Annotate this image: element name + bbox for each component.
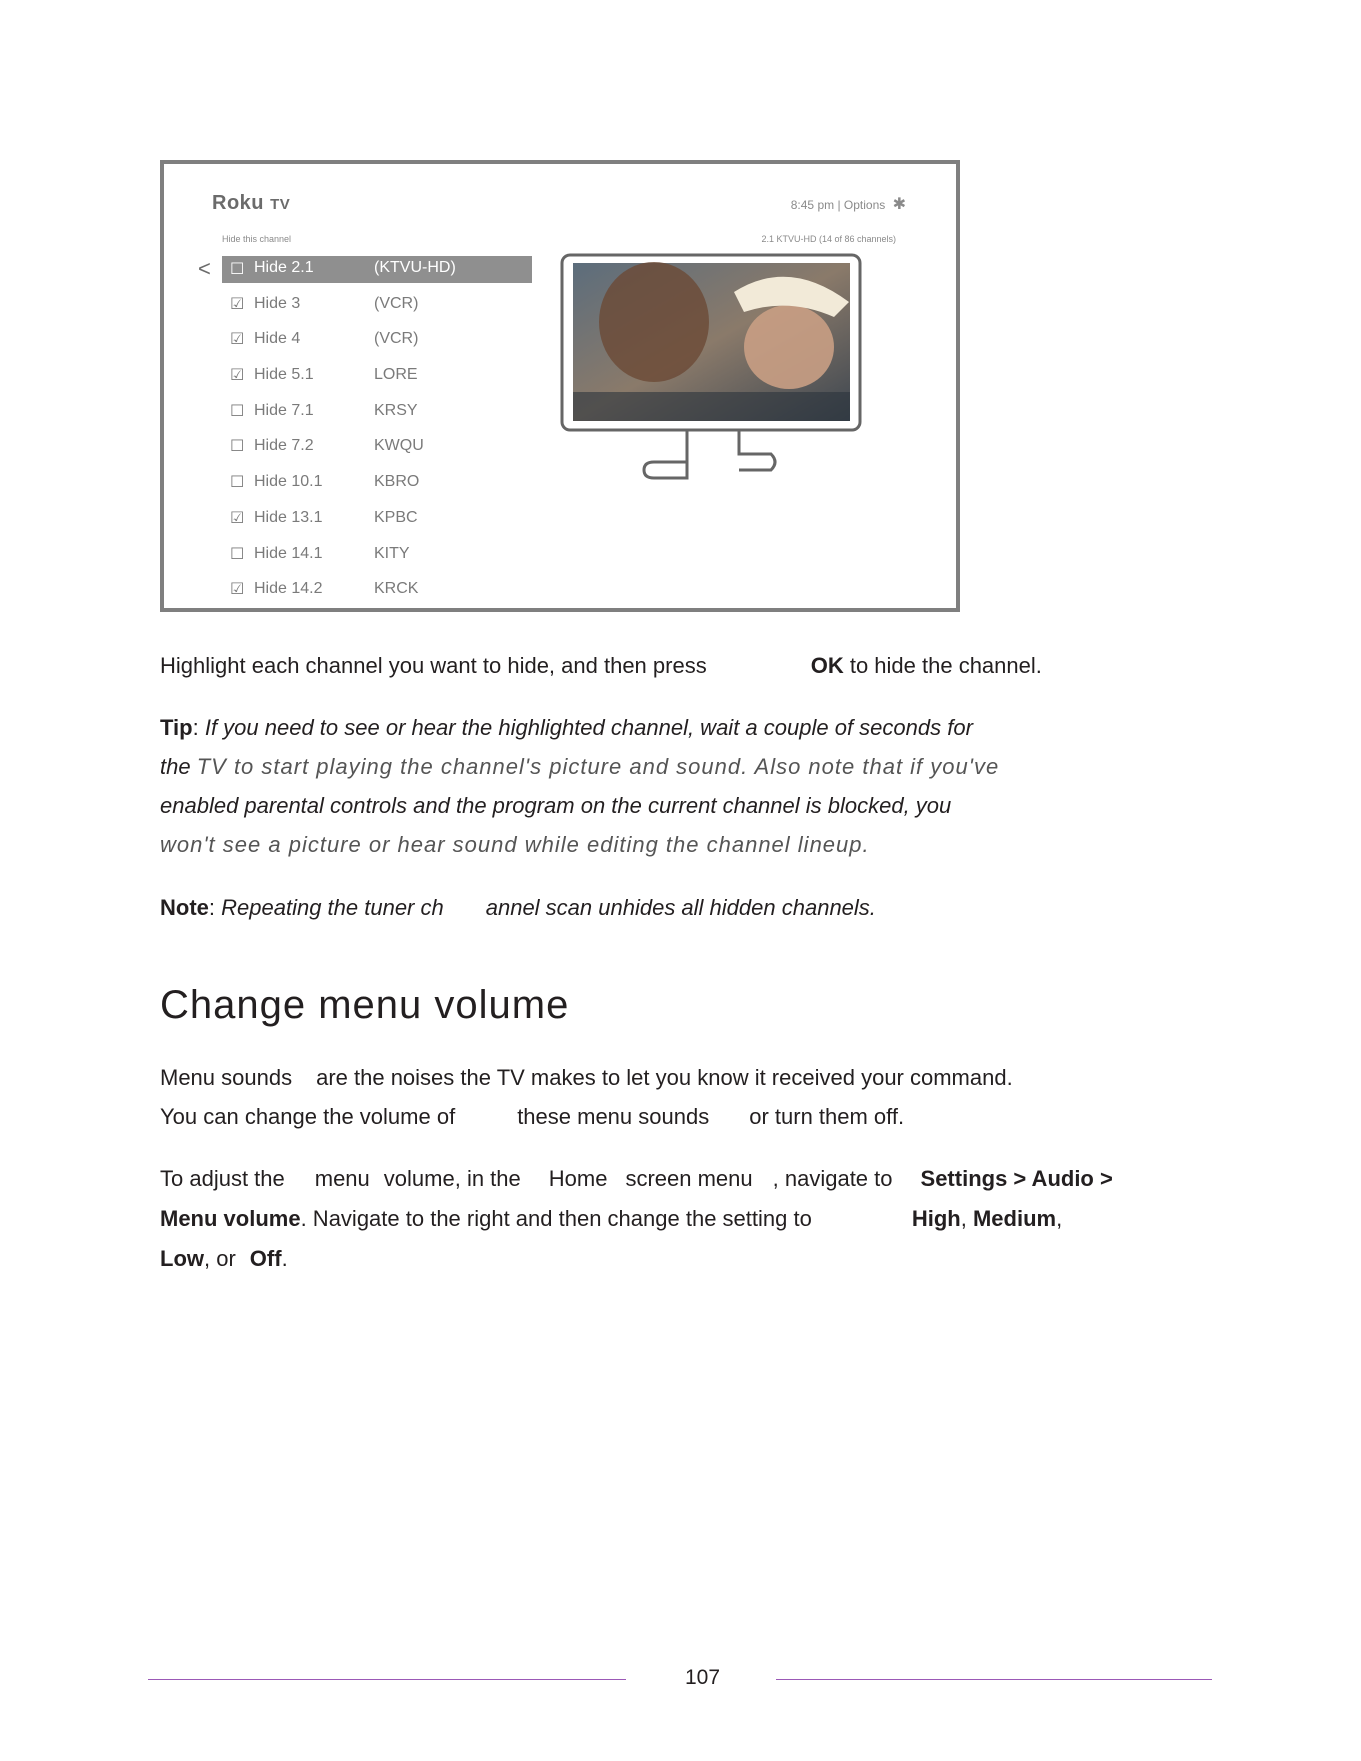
menu-sounds-text-a: You can change the volume of xyxy=(160,1104,456,1129)
channel-name: Hide 2.1 xyxy=(254,259,314,276)
channel-callsign: KITY xyxy=(374,544,410,562)
adjust-line-2 xyxy=(160,1199,1062,1238)
checkbox-empty-icon[interactable]: ☐ xyxy=(230,261,245,278)
channel-callsign: (VCR) xyxy=(374,330,419,348)
checkbox-empty-icon[interactable]: ☐ xyxy=(230,545,245,563)
settings-path: Settings > Audio > xyxy=(920,1166,1113,1191)
channel-row[interactable] xyxy=(222,327,532,363)
adjust-a: To adjust the xyxy=(160,1166,285,1191)
menu-sounds-text-c: or turn them off. xyxy=(749,1104,905,1129)
note-text-a: Repeating the tuner ch xyxy=(221,895,444,920)
channel-row[interactable] xyxy=(222,470,532,506)
note-paragraph: Note: Repeating the tuner ch annel scan unhides all hidden channels. xyxy=(160,895,876,920)
sep-1: , xyxy=(960,1206,967,1231)
time-options xyxy=(791,194,906,214)
channel-row[interactable] xyxy=(222,399,532,435)
checkbox-empty-icon[interactable]: ☐ xyxy=(230,474,245,492)
adjust-f: , navigate to xyxy=(772,1166,893,1191)
channel-row[interactable] xyxy=(222,292,532,328)
tip-text-1: If you need to see or hear the highlighted channel, wait a couple of seconds for xyxy=(204,715,973,740)
sep-3: , or xyxy=(204,1246,236,1271)
channel-callsign: KWQU xyxy=(374,437,424,455)
channel-row[interactable] xyxy=(222,434,532,470)
channel-row[interactable] xyxy=(222,256,532,283)
instruction-before: Highlight each channel you want to hide, and then press xyxy=(160,653,707,678)
menu-volume-path: Menu volume xyxy=(160,1206,301,1231)
channel-callsign: KBRO xyxy=(374,473,420,491)
checkbox-checked-icon[interactable]: ☑ xyxy=(230,509,245,527)
checkbox-empty-icon[interactable]: ☐ xyxy=(230,402,245,420)
footer-rule-left xyxy=(148,1679,626,1680)
adjust-e: screen menu xyxy=(625,1166,753,1191)
channel-name: Hide 13.1 xyxy=(254,508,323,526)
adjust-b: menu xyxy=(314,1166,370,1191)
tip-text-2a: the xyxy=(160,754,191,779)
option-low: Low xyxy=(160,1246,204,1271)
page-number: 107 xyxy=(685,1666,721,1689)
checkbox-checked-icon[interactable]: ☑ xyxy=(230,295,245,313)
tip-line-4 xyxy=(160,825,870,864)
tip-text-2b: TV to start playing the channel's picture and sound. Also note that if you've xyxy=(196,754,1000,779)
tip-text-3: enabled parental controls and the program on the current channel is blocked, you xyxy=(160,793,952,818)
time-options-text: 8:45 pm | Options xyxy=(790,198,886,212)
chevron-left-icon: < xyxy=(198,256,211,281)
checkbox-checked-icon[interactable]: ☑ xyxy=(230,581,245,599)
adjust-g: . Navigate to the right and then change the setting to xyxy=(300,1206,812,1231)
channel-name: Hide 14.2 xyxy=(254,580,323,598)
option-off: Off xyxy=(249,1246,282,1271)
channel-list xyxy=(222,256,532,613)
adjust-d: Home xyxy=(548,1166,608,1191)
channel-info: 2.1 KTVU-HD (14 of 86 channels) xyxy=(761,234,896,244)
menu-sounds-line-2 xyxy=(160,1097,904,1136)
channel-name: Hide 3 xyxy=(254,294,301,312)
footer-rule-right xyxy=(776,1679,1212,1680)
checkbox-empty-icon[interactable]: ☐ xyxy=(230,438,245,456)
note-text-b: annel scan unhides all hidden channels. xyxy=(485,895,876,920)
sep-2: , xyxy=(1056,1206,1063,1231)
end-period: . xyxy=(281,1246,288,1271)
channel-row[interactable] xyxy=(222,363,532,399)
channel-row[interactable] xyxy=(222,542,532,578)
channel-callsign: LORE xyxy=(374,366,418,384)
section-heading: Change menu volume xyxy=(160,983,570,1027)
roku-screenshot xyxy=(160,160,960,612)
menu-sounds-term: Menu sounds xyxy=(160,1065,293,1090)
instruction-after: to hide the channel. xyxy=(849,653,1042,678)
roku-brand: Roku xyxy=(212,192,264,214)
channel-row[interactable] xyxy=(222,577,532,613)
hide-this-channel-label: Hide this channel xyxy=(222,234,292,244)
tip-line-1: Tip: If you need to see or hear the highlighted channel, wait a couple of seconds for xyxy=(160,715,973,740)
channel-name: Hide 7.1 xyxy=(254,401,314,419)
channel-name: Hide 10.1 xyxy=(254,473,323,491)
tip-text-4: won't see a picture or hear sound while editing the channel lineup. xyxy=(160,832,870,857)
checkbox-checked-icon[interactable]: ☑ xyxy=(230,331,245,349)
menu-sounds-desc: are the noises the TV makes to let you know it received your command. xyxy=(316,1065,1013,1090)
adjust-c: volume, in the xyxy=(383,1166,521,1191)
adjust-line-1 xyxy=(160,1159,1113,1198)
tv-preview-icon xyxy=(559,252,879,482)
channel-callsign: (VCR) xyxy=(374,294,419,312)
checkbox-checked-icon[interactable]: ☑ xyxy=(230,367,245,385)
channel-name: Hide 7.2 xyxy=(254,437,314,455)
note-label: Note xyxy=(160,895,209,920)
roku-brand-suffix: TV xyxy=(270,196,291,213)
channel-name: Hide 14.1 xyxy=(254,544,323,562)
tip-line-2 xyxy=(160,747,999,786)
adjust-line-3 xyxy=(160,1239,288,1278)
option-medium: Medium xyxy=(972,1206,1057,1231)
channel-row[interactable] xyxy=(222,506,532,542)
ok-key: OK xyxy=(810,653,844,678)
channel-callsign: KPBC xyxy=(374,508,418,526)
roku-tv-logo xyxy=(212,192,290,215)
channel-name: Hide 5.1 xyxy=(254,366,314,384)
channel-callsign: (KTVU-HD) xyxy=(374,259,456,276)
menu-sounds-text-b: these menu sounds xyxy=(517,1104,710,1129)
asterisk-icon: ✱ xyxy=(892,196,906,213)
menu-sounds-line-1 xyxy=(160,1058,1013,1097)
channel-callsign: KRSY xyxy=(374,401,418,419)
option-high: High xyxy=(911,1206,961,1231)
tip-line-3 xyxy=(160,786,951,825)
tip-label: Tip xyxy=(160,715,193,740)
channel-name: Hide 4 xyxy=(254,330,301,348)
channel-callsign: KRCK xyxy=(374,580,419,598)
hide-instruction xyxy=(160,646,1042,685)
